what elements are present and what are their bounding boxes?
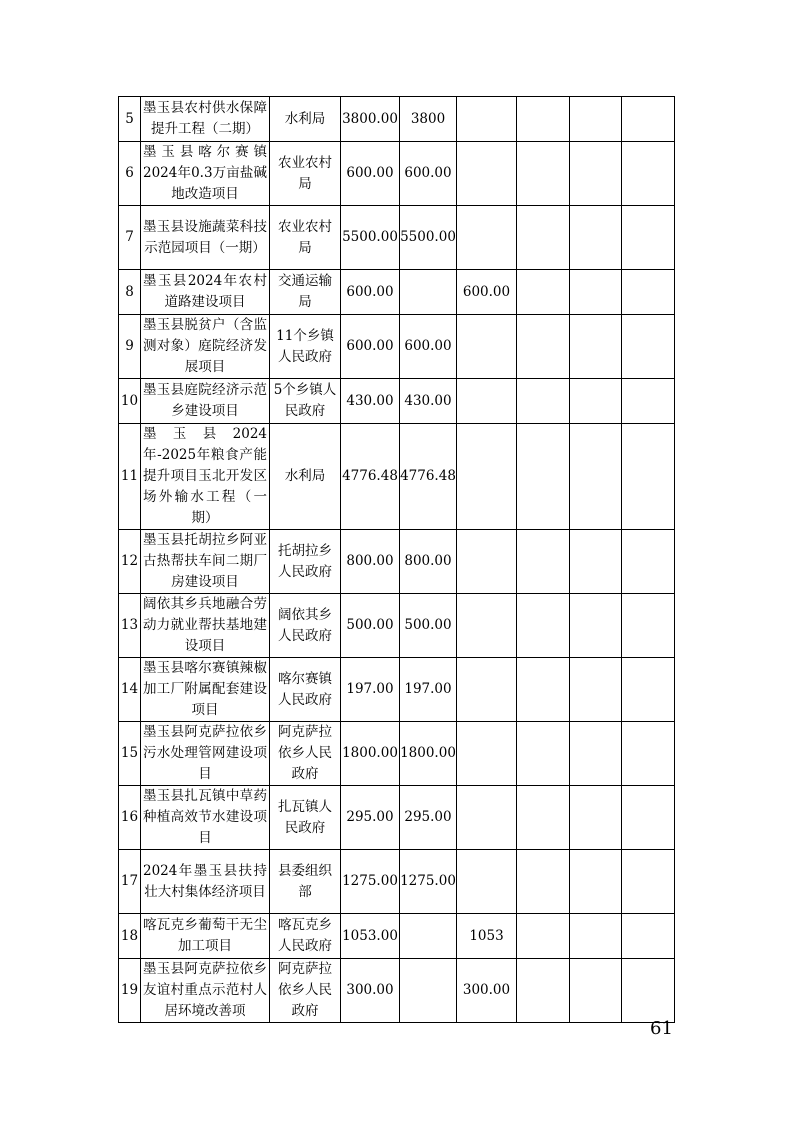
empty-cell — [517, 658, 570, 722]
empty-cell — [570, 379, 622, 424]
amount-column-2-cell: 295.00 — [400, 786, 457, 850]
empty-cell — [622, 850, 675, 914]
empty-cell — [622, 959, 675, 1023]
table-row — [119, 959, 675, 1023]
empty-cell — [622, 142, 675, 206]
amount-column-2-cell: 430.00 — [400, 379, 457, 424]
row-number-cell: 13 — [119, 594, 141, 658]
total-amount-cell: 600.00 — [341, 270, 400, 315]
empty-cell — [517, 959, 570, 1023]
row-number-cell: 11 — [119, 424, 141, 530]
project-name-cell: 墨玉县喀尔赛镇辣椒加工厂附属配套建设项目 — [141, 658, 270, 722]
empty-cell — [622, 530, 675, 594]
amount-column-2-cell: 800.00 — [400, 530, 457, 594]
responsible-unit-cell: 5个乡镇人民政府 — [270, 379, 341, 424]
amount-column-3-cell — [457, 206, 517, 270]
project-name-cell: 墨玉县庭院经济示范乡建设项目 — [141, 379, 270, 424]
amount-column-2-cell: 1275.00 — [400, 850, 457, 914]
amount-column-3-cell — [457, 142, 517, 206]
responsible-unit-cell: 阿克萨拉依乡人民政府 — [270, 959, 341, 1023]
table-row — [119, 270, 675, 315]
responsible-unit-cell: 水利局 — [270, 97, 341, 142]
empty-cell — [570, 142, 622, 206]
project-name-cell: 墨玉县阿克萨拉依乡污水处理管网建设项目 — [141, 722, 270, 786]
project-name-cell: 阔依其乡兵地融合劳动力就业帮扶基地建设项目 — [141, 594, 270, 658]
empty-cell — [570, 786, 622, 850]
project-name-cell: 墨玉县2024年-2025年粮食产能提升项目玉北开发区场外输水工程（一期） — [141, 424, 270, 530]
responsible-unit-cell: 县委组织部 — [270, 850, 341, 914]
empty-cell — [622, 594, 675, 658]
empty-cell — [517, 786, 570, 850]
amount-column-3-cell: 600.00 — [457, 270, 517, 315]
responsible-unit-cell: 农业农村局 — [270, 142, 341, 206]
empty-cell — [570, 850, 622, 914]
table-row — [119, 530, 675, 594]
row-number-cell: 7 — [119, 206, 141, 270]
project-name-cell: 墨玉县脱贫户（含监测对象）庭院经济发展项目 — [141, 315, 270, 379]
empty-cell — [622, 97, 675, 142]
table-row — [119, 658, 675, 722]
empty-cell — [622, 658, 675, 722]
table-row — [119, 206, 675, 270]
row-number-cell: 17 — [119, 850, 141, 914]
empty-cell — [622, 315, 675, 379]
project-name-cell: 墨玉县2024年农村道路建设项目 — [141, 270, 270, 315]
empty-cell — [517, 206, 570, 270]
total-amount-cell: 1053.00 — [341, 914, 400, 959]
table-row — [119, 722, 675, 786]
table-row — [119, 594, 675, 658]
responsible-unit-cell: 阔依其乡人民政府 — [270, 594, 341, 658]
empty-cell — [622, 424, 675, 530]
responsible-unit-cell: 农业农村局 — [270, 206, 341, 270]
empty-cell — [622, 722, 675, 786]
total-amount-cell: 600.00 — [341, 315, 400, 379]
table-row — [119, 379, 675, 424]
empty-cell — [517, 97, 570, 142]
empty-cell — [570, 315, 622, 379]
page-number: 61 — [650, 1018, 673, 1039]
responsible-unit-cell: 托胡拉乡人民政府 — [270, 530, 341, 594]
amount-column-3-cell — [457, 424, 517, 530]
empty-cell — [570, 959, 622, 1023]
project-name-cell: 墨玉县农村供水保障提升工程（二期） — [141, 97, 270, 142]
row-number-cell: 18 — [119, 914, 141, 959]
row-number-cell: 12 — [119, 530, 141, 594]
empty-cell — [570, 270, 622, 315]
project-name-cell: 墨玉县设施蔬菜科技示范园项目（一期） — [141, 206, 270, 270]
table-row — [119, 850, 675, 914]
amount-column-3-cell — [457, 315, 517, 379]
total-amount-cell: 295.00 — [341, 786, 400, 850]
empty-cell — [517, 530, 570, 594]
project-name-cell: 喀瓦克乡葡萄干无尘加工项目 — [141, 914, 270, 959]
total-amount-cell: 430.00 — [341, 379, 400, 424]
empty-cell — [622, 914, 675, 959]
row-number-cell: 5 — [119, 97, 141, 142]
empty-cell — [517, 424, 570, 530]
responsible-unit-cell: 喀尔赛镇人民政府 — [270, 658, 341, 722]
empty-cell — [622, 786, 675, 850]
row-number-cell: 10 — [119, 379, 141, 424]
responsible-unit-cell: 阿克萨拉依乡人民政府 — [270, 722, 341, 786]
project-name-cell: 墨玉县托胡拉乡阿亚古热帮扶车间二期厂房建设项目 — [141, 530, 270, 594]
amount-column-2-cell: 600.00 — [400, 142, 457, 206]
project-name-cell: 墨玉县喀尔赛镇2024年0.3万亩盐碱地改造项目 — [141, 142, 270, 206]
table-row — [119, 914, 675, 959]
empty-cell — [570, 97, 622, 142]
amount-column-2-cell — [400, 959, 457, 1023]
responsible-unit-cell: 水利局 — [270, 424, 341, 530]
total-amount-cell: 300.00 — [341, 959, 400, 1023]
empty-cell — [570, 594, 622, 658]
responsible-unit-cell: 交通运输局 — [270, 270, 341, 315]
amount-column-3-cell — [457, 97, 517, 142]
row-number-cell: 9 — [119, 315, 141, 379]
table-row — [119, 142, 675, 206]
total-amount-cell: 1275.00 — [341, 850, 400, 914]
total-amount-cell: 600.00 — [341, 142, 400, 206]
total-amount-cell: 500.00 — [341, 594, 400, 658]
row-number-cell: 8 — [119, 270, 141, 315]
amount-column-3-cell — [457, 530, 517, 594]
amount-column-2-cell: 1800.00 — [400, 722, 457, 786]
empty-cell — [570, 914, 622, 959]
row-number-cell: 14 — [119, 658, 141, 722]
amount-column-3-cell — [457, 594, 517, 658]
empty-cell — [622, 206, 675, 270]
total-amount-cell: 197.00 — [341, 658, 400, 722]
empty-cell — [517, 142, 570, 206]
amount-column-3-cell: 1053 — [457, 914, 517, 959]
responsible-unit-cell: 11个乡镇人民政府 — [270, 315, 341, 379]
empty-cell — [570, 206, 622, 270]
table-row — [119, 97, 675, 142]
amount-column-2-cell: 197.00 — [400, 658, 457, 722]
amount-column-2-cell: 4776.48 — [400, 424, 457, 530]
amount-column-2-cell: 500.00 — [400, 594, 457, 658]
total-amount-cell: 5500.00 — [341, 206, 400, 270]
table-row — [119, 315, 675, 379]
empty-cell — [570, 722, 622, 786]
empty-cell — [622, 270, 675, 315]
empty-cell — [517, 594, 570, 658]
amount-column-3-cell — [457, 850, 517, 914]
empty-cell — [570, 424, 622, 530]
amount-column-3-cell — [457, 722, 517, 786]
empty-cell — [570, 530, 622, 594]
total-amount-cell: 800.00 — [341, 530, 400, 594]
table-row — [119, 786, 675, 850]
responsible-unit-cell: 扎瓦镇人民政府 — [270, 786, 341, 850]
amount-column-2-cell — [400, 270, 457, 315]
project-table — [118, 96, 675, 1023]
amount-column-2-cell: 3800 — [400, 97, 457, 142]
empty-cell — [517, 315, 570, 379]
amount-column-3-cell — [457, 786, 517, 850]
amount-column-2-cell: 600.00 — [400, 315, 457, 379]
empty-cell — [517, 270, 570, 315]
amount-column-3-cell: 300.00 — [457, 959, 517, 1023]
total-amount-cell: 1800.00 — [341, 722, 400, 786]
project-name-cell: 墨玉县阿克萨拉依乡友谊村重点示范村人居环境改善项 — [141, 959, 270, 1023]
project-name-cell: 墨玉县扎瓦镇中草药种植高效节水建设项目 — [141, 786, 270, 850]
empty-cell — [517, 850, 570, 914]
responsible-unit-cell: 喀瓦克乡人民政府 — [270, 914, 341, 959]
amount-column-2-cell: 5500.00 — [400, 206, 457, 270]
amount-column-2-cell — [400, 914, 457, 959]
table-row — [119, 424, 675, 530]
project-name-cell: 2024年墨玉县扶持壮大村集体经济项目 — [141, 850, 270, 914]
empty-cell — [622, 379, 675, 424]
amount-column-3-cell — [457, 379, 517, 424]
empty-cell — [570, 658, 622, 722]
row-number-cell: 19 — [119, 959, 141, 1023]
row-number-cell: 6 — [119, 142, 141, 206]
amount-column-3-cell — [457, 658, 517, 722]
row-number-cell: 15 — [119, 722, 141, 786]
empty-cell — [517, 379, 570, 424]
total-amount-cell: 3800.00 — [341, 97, 400, 142]
row-number-cell: 16 — [119, 786, 141, 850]
total-amount-cell: 4776.48 — [341, 424, 400, 530]
empty-cell — [517, 722, 570, 786]
empty-cell — [517, 914, 570, 959]
